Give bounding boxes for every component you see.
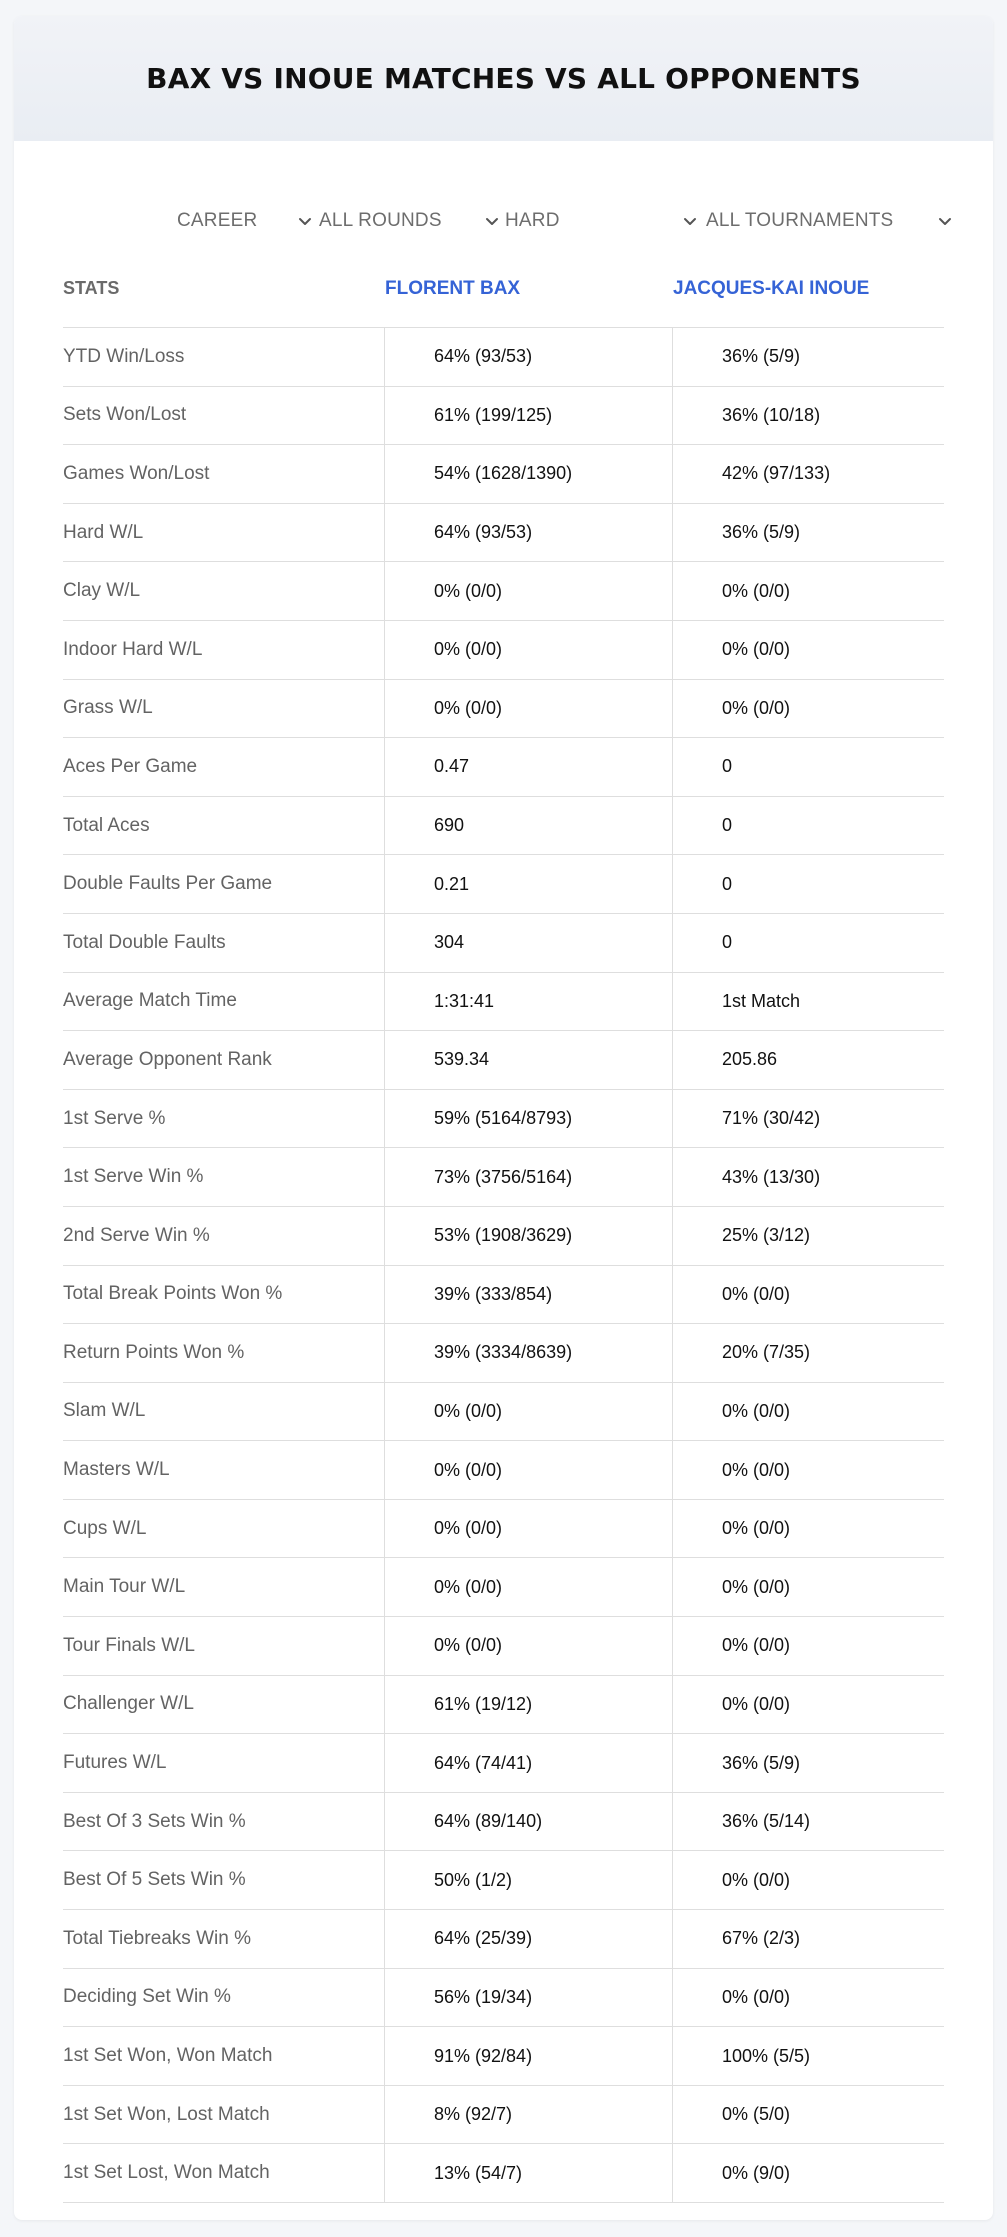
player2-stat-value: 36% (5/14): [722, 1811, 811, 1832]
table-row: [63, 387, 944, 446]
player2-stat-value: 0: [722, 932, 733, 953]
player1-stat-value: 0% (0/0): [385, 680, 673, 738]
stats-card: [14, 16, 993, 2220]
player1-stat-value: 1:31:41: [385, 973, 673, 1031]
stat-label: Clay W/L: [63, 562, 385, 620]
chevron-down-icon: [298, 214, 312, 228]
table-row: [63, 1558, 944, 1617]
player1-stat-value: 53% (1908/3629): [385, 1207, 673, 1265]
chevron-down-icon: [938, 214, 952, 228]
player1-stat-value: 64% (93/53): [385, 328, 673, 386]
player2-stat-value: 205.86: [722, 1049, 778, 1070]
stat-label: Main Tour W/L: [63, 1558, 385, 1616]
stat-label: Double Faults Per Game: [63, 855, 385, 913]
player2-stat-value: 67% (2/3): [722, 1928, 801, 1949]
player1-stat-value: 0% (0/0): [385, 621, 673, 679]
stat-label: Total Tiebreaks Win %: [63, 1910, 385, 1968]
player1-stat-value: 39% (3334/8639): [385, 1324, 673, 1382]
player1-stat-value: 39% (333/854): [385, 1266, 673, 1324]
table-row: [63, 328, 944, 387]
chevron-down-icon: [683, 214, 697, 228]
player1-stat-value: 59% (5164/8793): [385, 1090, 673, 1148]
player1-stat-value: 61% (199/125): [385, 387, 673, 445]
player2-stat-value: 0% (0/0): [722, 1459, 791, 1480]
table-row: [63, 1851, 944, 1910]
table-row: [63, 680, 944, 739]
table-row: [63, 1969, 944, 2028]
stat-label: Average Match Time: [63, 973, 385, 1031]
player1-stat-value: 0% (0/0): [385, 1383, 673, 1441]
table-header: [63, 250, 944, 328]
player2-stat-value: 0% (0/0): [722, 1283, 791, 1304]
stat-label: Indoor Hard W/L: [63, 621, 385, 679]
table-row: [63, 1207, 944, 1266]
table-row: [63, 1617, 944, 1676]
table-row: [63, 1676, 944, 1735]
table-row: [63, 1090, 944, 1149]
table-row: [63, 855, 944, 914]
stats-column-header: STATS: [63, 278, 120, 298]
stat-label: 1st Set Won, Won Match: [63, 2027, 385, 2085]
period-select-value: CAREER: [177, 210, 258, 231]
player1-stat-value: 64% (93/53): [385, 504, 673, 562]
player1-stat-value: 8% (92/7): [385, 2086, 673, 2144]
surface-select[interactable]: [505, 191, 697, 251]
player1-stat-value: 0% (0/0): [385, 1500, 673, 1558]
tournaments-select-value: ALL TOURNAMENTS: [706, 210, 894, 231]
period-select[interactable]: [177, 191, 312, 251]
player1-stat-value: 50% (1/2): [385, 1851, 673, 1909]
player2-stat-value: 0% (0/0): [722, 1518, 791, 1539]
player1-stat-value: 0.47: [385, 738, 673, 796]
table-row: [63, 1793, 944, 1852]
rounds-select[interactable]: [319, 191, 499, 251]
table-row: [63, 1324, 944, 1383]
stat-label: Total Break Points Won %: [63, 1266, 385, 1324]
player2-stat-value: 0% (0/0): [722, 1576, 791, 1597]
page-title: BAX VS INOUE MATCHES VS ALL OPPONENTS: [146, 62, 861, 95]
player2-stat-value: 42% (97/133): [722, 463, 831, 484]
stat-label: Average Opponent Rank: [63, 1031, 385, 1089]
player2-stat-value: 0% (0/0): [722, 697, 791, 718]
stat-label: Slam W/L: [63, 1383, 385, 1441]
table-row: [63, 1500, 944, 1559]
player2-stat-value: 0% (0/0): [722, 1400, 791, 1421]
table-row: [63, 1031, 944, 1090]
player2-stat-value: 36% (10/18): [722, 404, 821, 425]
player2-stat-value: 0% (5/0): [722, 2104, 791, 2125]
player2-stat-value: 1st Match: [722, 990, 801, 1011]
stat-label: Futures W/L: [63, 1734, 385, 1792]
stat-label: Cups W/L: [63, 1500, 385, 1558]
player1-stat-value: 54% (1628/1390): [385, 445, 673, 503]
stat-label: Best Of 3 Sets Win %: [63, 1793, 385, 1851]
surface-select-value: HARD: [505, 210, 560, 231]
player1-stat-value: 73% (3756/5164): [385, 1148, 673, 1206]
player1-stat-value: 64% (89/140): [385, 1793, 673, 1851]
table-row: [63, 621, 944, 680]
player1-stat-value: 0% (0/0): [385, 1441, 673, 1499]
player1-stat-value: 0.21: [385, 855, 673, 913]
stat-label: Aces Per Game: [63, 738, 385, 796]
table-row: [63, 797, 944, 856]
stat-label: Grass W/L: [63, 680, 385, 738]
player2-stat-value: 0% (9/0): [722, 2162, 791, 2183]
player2-stat-value: 25% (3/12): [722, 1225, 811, 1246]
stat-label: Sets Won/Lost: [63, 387, 385, 445]
table-row: [63, 1734, 944, 1793]
stat-label: Total Double Faults: [63, 914, 385, 972]
player2-stat-value: 71% (30/42): [722, 1108, 821, 1129]
table-row: [63, 1441, 944, 1500]
stat-label: Return Points Won %: [63, 1324, 385, 1382]
player1-stat-value: 61% (19/12): [385, 1676, 673, 1734]
table-row: [63, 445, 944, 504]
player2-stat-value: 36% (5/9): [722, 1752, 801, 1773]
filter-bar: [14, 191, 993, 251]
table-body: [63, 328, 944, 2203]
stat-label: 1st Set Won, Lost Match: [63, 2086, 385, 2144]
player1-column-header[interactable]: FLORENT BAX: [385, 277, 521, 299]
player2-column-header[interactable]: JACQUES-KAI INOUE: [673, 277, 870, 299]
player2-stat-value: 100% (5/5): [722, 2045, 811, 2066]
player1-stat-value: 13% (54/7): [385, 2144, 673, 2202]
player1-stat-value: 0% (0/0): [385, 1617, 673, 1675]
page-header: [14, 16, 993, 141]
table-row: [63, 1383, 944, 1442]
table-row: [63, 1266, 944, 1325]
player2-stat-value: 0% (0/0): [722, 1635, 791, 1656]
tournaments-select[interactable]: [706, 191, 952, 251]
player1-stat-value: 690: [385, 797, 673, 855]
stat-label: Best Of 5 Sets Win %: [63, 1851, 385, 1909]
table-row: [63, 2144, 944, 2203]
player1-stat-value: 0% (0/0): [385, 562, 673, 620]
player2-stat-value: 0: [722, 815, 733, 836]
stat-label: Challenger W/L: [63, 1676, 385, 1734]
stat-label: Deciding Set Win %: [63, 1969, 385, 2027]
table-row: [63, 1910, 944, 1969]
player2-stat-value: 36% (5/9): [722, 522, 801, 543]
stat-label: Games Won/Lost: [63, 445, 385, 503]
player2-stat-value: 43% (13/30): [722, 1166, 821, 1187]
chevron-down-icon: [485, 214, 499, 228]
player2-stat-value: 0: [722, 756, 733, 777]
stat-label: 2nd Serve Win %: [63, 1207, 385, 1265]
player1-stat-value: 91% (92/84): [385, 2027, 673, 2085]
table-row: [63, 973, 944, 1032]
stat-label: Total Aces: [63, 797, 385, 855]
table-row: [63, 1148, 944, 1207]
player1-stat-value: 64% (74/41): [385, 1734, 673, 1792]
table-row: [63, 2086, 944, 2145]
stats-table: [63, 250, 944, 2203]
stat-label: 1st Serve %: [63, 1090, 385, 1148]
player2-stat-value: 20% (7/35): [722, 1342, 811, 1363]
player1-stat-value: 0% (0/0): [385, 1558, 673, 1616]
player2-stat-value: 0% (0/0): [722, 639, 791, 660]
stat-label: 1st Serve Win %: [63, 1148, 385, 1206]
table-row: [63, 738, 944, 797]
stat-label: 1st Set Lost, Won Match: [63, 2144, 385, 2202]
player2-stat-value: 0% (0/0): [722, 1693, 791, 1714]
stat-label: Hard W/L: [63, 504, 385, 562]
player2-stat-value: 36% (5/9): [722, 346, 801, 367]
rounds-select-value: ALL ROUNDS: [319, 210, 442, 231]
player1-stat-value: 304: [385, 914, 673, 972]
stat-label: Masters W/L: [63, 1441, 385, 1499]
player1-stat-value: 64% (25/39): [385, 1910, 673, 1968]
player2-stat-value: 0% (0/0): [722, 1986, 791, 2007]
table-row: [63, 504, 944, 563]
player1-stat-value: 539.34: [385, 1031, 673, 1089]
table-row: [63, 914, 944, 973]
table-row: [63, 2027, 944, 2086]
stat-label: Tour Finals W/L: [63, 1617, 385, 1675]
stat-label: YTD Win/Loss: [63, 328, 385, 386]
player2-stat-value: 0% (0/0): [722, 580, 791, 601]
player2-stat-value: 0% (0/0): [722, 1869, 791, 1890]
player1-stat-value: 56% (19/34): [385, 1969, 673, 2027]
table-row: [63, 562, 944, 621]
player2-stat-value: 0: [722, 873, 733, 894]
